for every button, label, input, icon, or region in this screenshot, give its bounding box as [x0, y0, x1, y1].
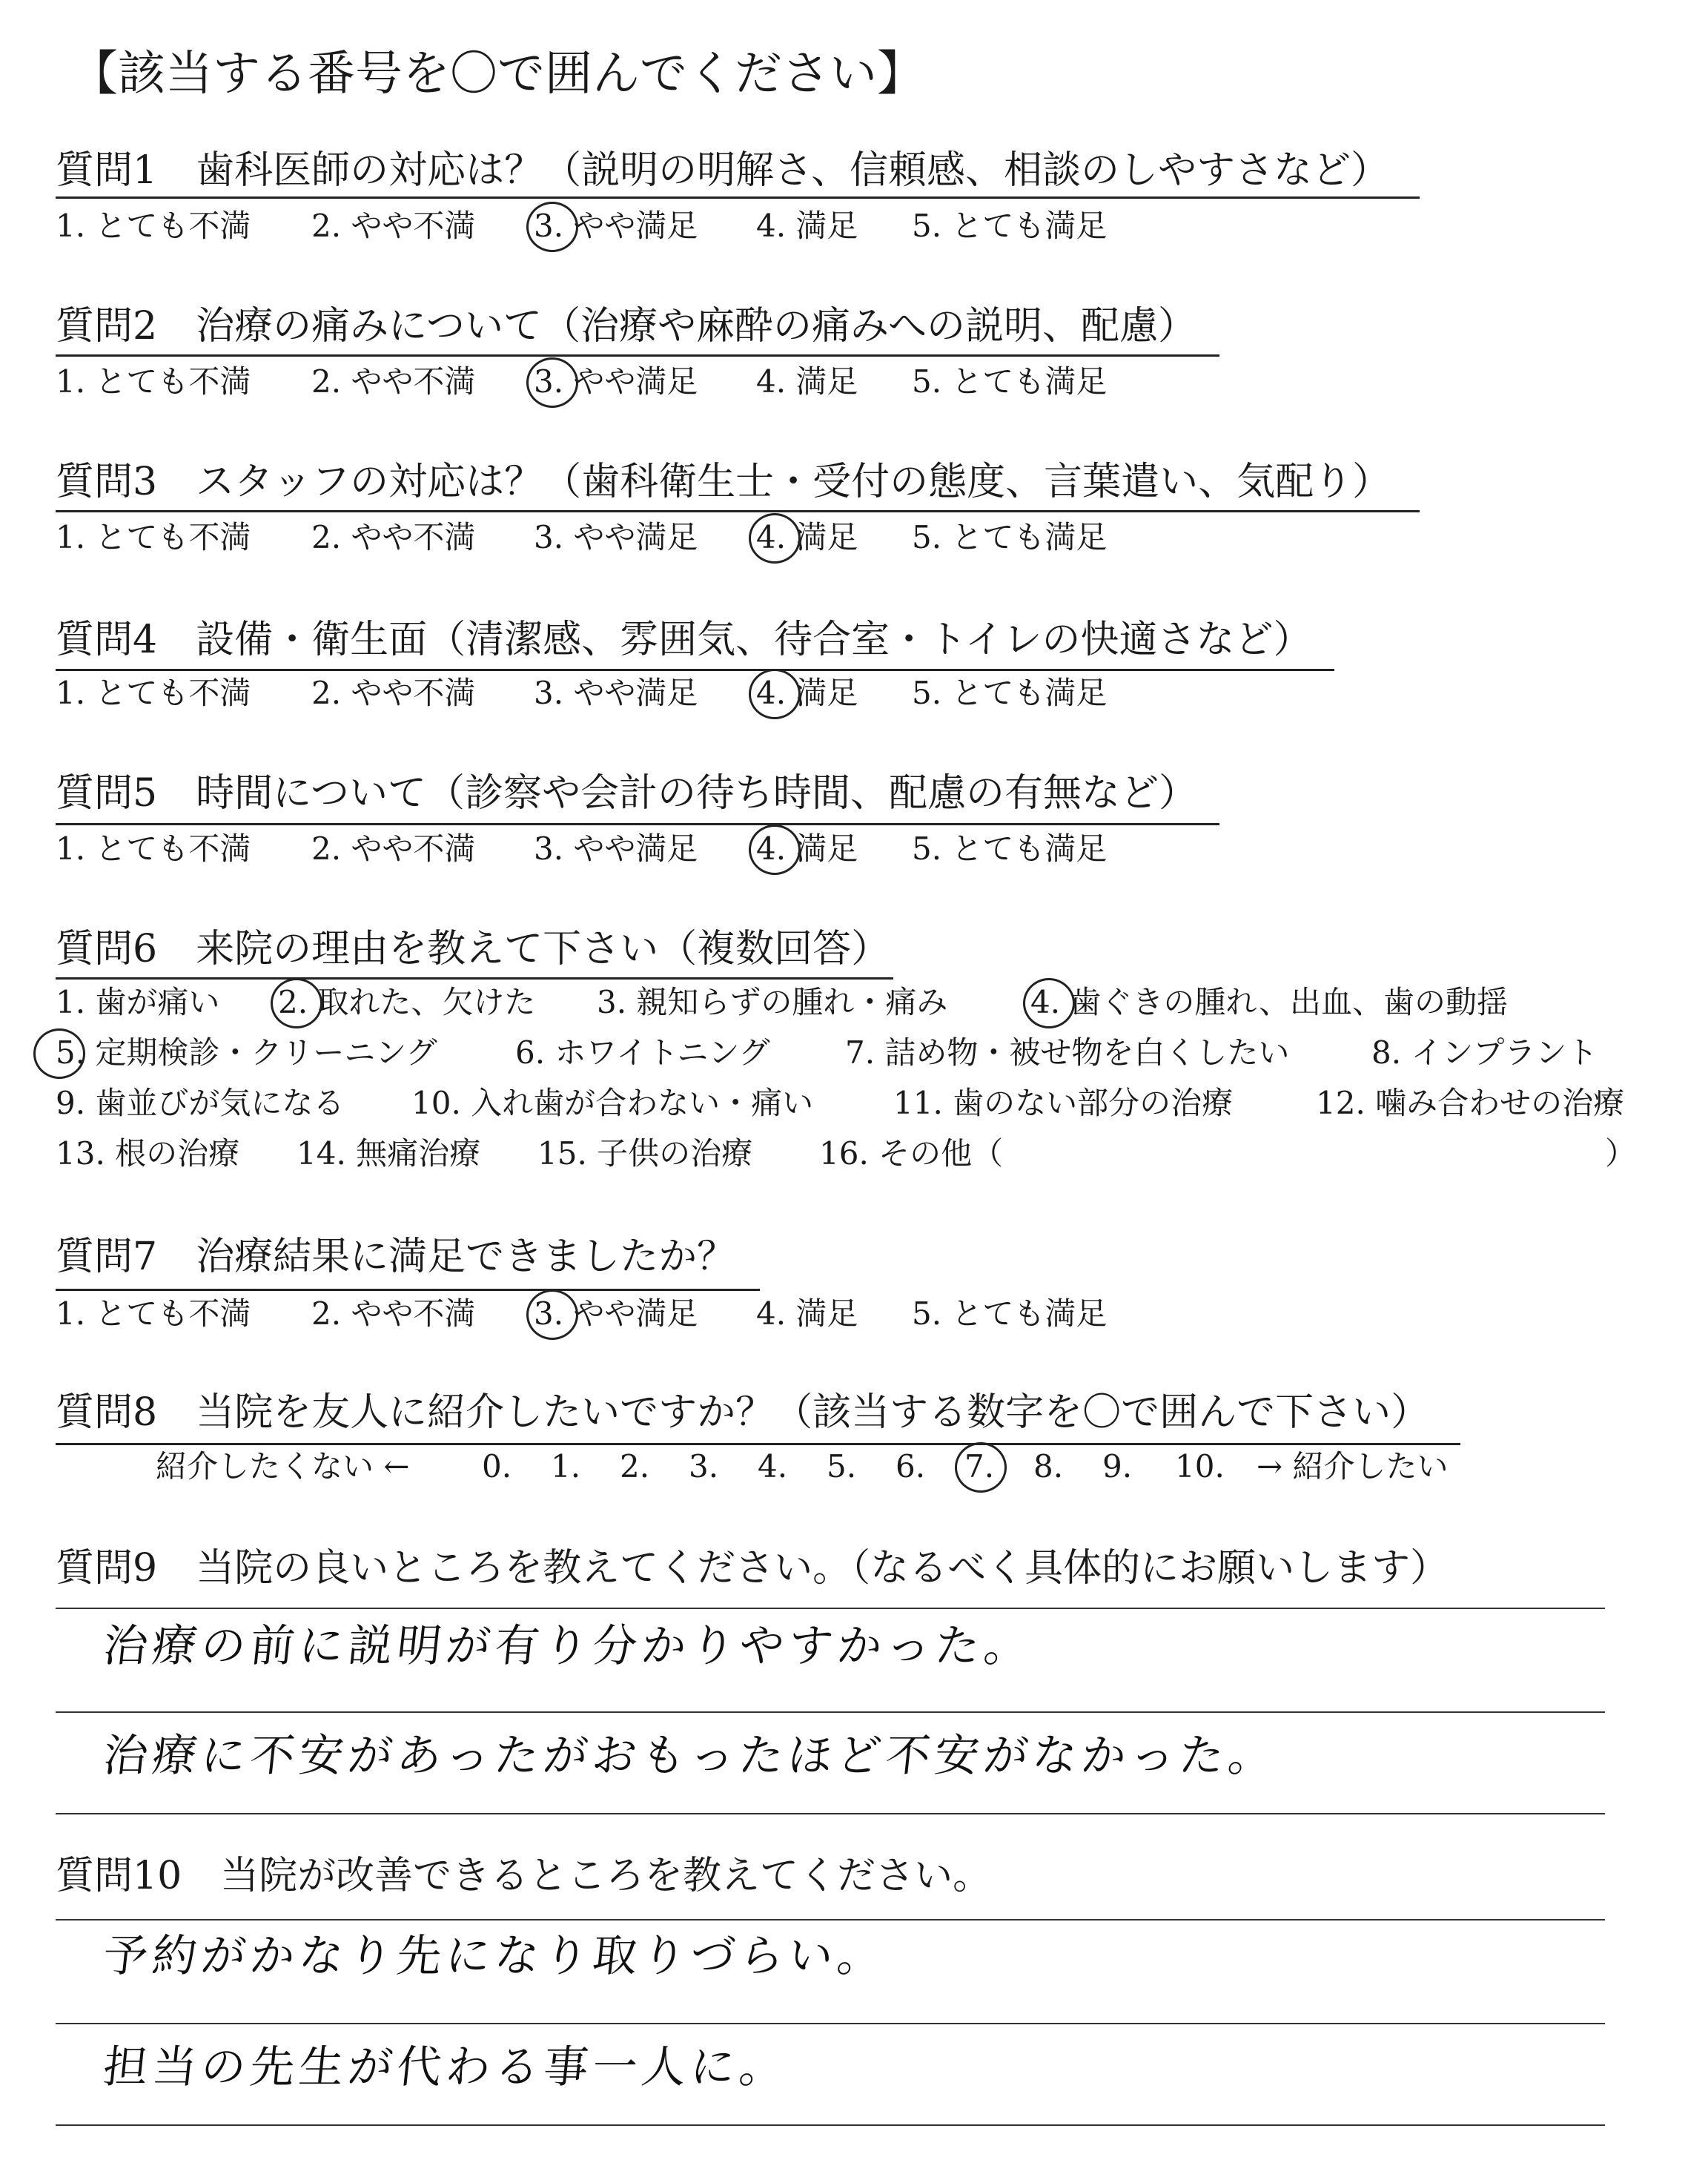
q8-left-label: 紹介したくない ← [156, 1448, 410, 1484]
q4-option-2[interactable]: 2. やや不満 [311, 675, 476, 711]
q6-selected-circle-2 [271, 978, 322, 1028]
question-2-underline [56, 354, 1219, 357]
q7-selected-circle [526, 1289, 578, 1340]
q6-option-12[interactable]: 12. 噛み合わせの治療 [1316, 1085, 1625, 1121]
question-9-heading: 質問9 当院の良いところを教えてください。（なるべく具体的にお願いします） [56, 1546, 1449, 1591]
q1-option-5[interactable]: 5. とても満足 [912, 208, 1108, 244]
q6-option-7[interactable]: 7. 詰め物・被せ物を白くしたい [845, 1034, 1290, 1071]
q6-option-16[interactable]: 16. その他（ [819, 1135, 1004, 1172]
q2-option-4[interactable]: 4. 満足 [756, 363, 858, 400]
question-4-heading: 質問4 設備・衛生面（清潔感、雰囲気、待合室・トイレの快適さなど） [56, 618, 1312, 662]
q4-option-5[interactable]: 5. とても満足 [912, 675, 1108, 711]
question-1-heading: 質問1 歯科医師の対応は？（説明の明解さ、信頼感、相談のしやすさなど） [56, 148, 1390, 193]
q5-selected-circle [749, 825, 801, 875]
q7-option-5[interactable]: 5. とても満足 [912, 1295, 1108, 1332]
q2-option-3[interactable]: 3. やや満足 [534, 363, 698, 400]
question-3-heading: 質問3 スタッフの対応は？（歯科衛生士・受付の態度、言葉遣い、気配り） [56, 460, 1391, 504]
q9-answer-1: 治療の前に説明が有り分かりやすかった。 [100, 1620, 1036, 1672]
q8-scale-4[interactable]: 4. [758, 1448, 788, 1484]
q8-selected-circle [955, 1442, 1007, 1493]
question-7-heading: 質問7 治療結果に満足できましたか？ [56, 1235, 736, 1279]
q8-scale-5[interactable]: 5. [827, 1448, 857, 1484]
question-2-heading: 質問2 治療の痛みについて（治療や麻酔の痛みへの説明、配慮） [56, 304, 1197, 349]
q6-selected-circle-4 [1023, 978, 1075, 1028]
page-title: 【該当する番号を〇で囲んでください】 [70, 47, 924, 102]
q10-rule-3 [56, 2124, 1605, 2126]
q6-option-10[interactable]: 10. 入れ歯が合わない・痛い [411, 1085, 814, 1121]
q1-option-4[interactable]: 4. 満足 [756, 208, 858, 244]
q3-option-4[interactable]: 4. 満足 [756, 519, 858, 555]
q1-option-1[interactable]: 1. とても不満 [56, 208, 251, 244]
q9-answer-2: 治療に不安があったがおもったほど不安がなかった。 [100, 1730, 1280, 1782]
q9-rule-1 [56, 1608, 1605, 1609]
q8-scale-6[interactable]: 6. [896, 1448, 926, 1484]
q3-option-5[interactable]: 5. とても満足 [912, 519, 1108, 555]
q8-scale-1[interactable]: 1. [551, 1448, 581, 1484]
question-3-underline [56, 510, 1420, 512]
q6-selected-circle-5 [33, 1028, 85, 1079]
q7-option-2[interactable]: 2. やや不満 [311, 1295, 476, 1332]
q6-option-9[interactable]: 9. 歯並びが気になる [56, 1085, 345, 1121]
q2-option-5[interactable]: 5. とても満足 [912, 363, 1108, 400]
q10-answer-1: 予約がかなり先になり取りづらい。 [100, 1930, 890, 1982]
q1-option-3[interactable]: 3. やや満足 [534, 208, 698, 244]
q8-scale-9[interactable]: 9. [1102, 1448, 1133, 1484]
q8-scale-8[interactable]: 8. [1033, 1448, 1064, 1484]
question-8-heading: 質問8 当院を友人に紹介したいですか？（該当する数字を〇で囲んで下さい） [56, 1390, 1430, 1435]
q8-scale-0[interactable]: 0. [482, 1448, 512, 1484]
q4-option-3[interactable]: 3. やや満足 [534, 675, 698, 711]
q8-scale-10[interactable]: 10. [1175, 1448, 1225, 1484]
q7-option-4[interactable]: 4. 満足 [756, 1295, 858, 1332]
q8-right-label: → 紹介したい [1257, 1448, 1449, 1484]
q5-option-5[interactable]: 5. とても満足 [912, 830, 1108, 867]
q6-option-6[interactable]: 6. ホワイトニング [515, 1034, 770, 1071]
question-6-underline [56, 977, 893, 980]
q5-option-2[interactable]: 2. やや不満 [311, 830, 476, 867]
q3-option-2[interactable]: 2. やや不満 [311, 519, 476, 555]
q1-option-2[interactable]: 2. やや不満 [311, 208, 476, 244]
q2-option-2[interactable]: 2. やや不満 [311, 363, 476, 400]
q4-option-1[interactable]: 1. とても不満 [56, 675, 251, 711]
q6-option-13[interactable]: 13. 根の治療 [56, 1135, 240, 1172]
question-5-heading: 質問5 時間について（診察や会計の待ち時間、配慮の有無など） [56, 771, 1198, 816]
q6-other-close-paren: ） [1605, 1135, 1637, 1172]
q2-option-1[interactable]: 1. とても不満 [56, 363, 251, 400]
q3-option-1[interactable]: 1. とても不満 [56, 519, 251, 555]
q1-selected-circle [526, 202, 578, 252]
q10-rule-2 [56, 2023, 1605, 2024]
q6-option-5[interactable]: 5. 定期検診・クリーニング [56, 1034, 437, 1071]
q10-answer-2: 担当の先生が代わる事一人に。 [100, 2041, 792, 2093]
q8-scale-2[interactable]: 2. [620, 1448, 650, 1484]
q3-option-3[interactable]: 3. やや満足 [534, 519, 698, 555]
q5-option-3[interactable]: 3. やや満足 [534, 830, 698, 867]
q5-option-4[interactable]: 4. 満足 [756, 830, 858, 867]
q8-scale-3[interactable]: 3. [689, 1448, 719, 1484]
q3-selected-circle [749, 513, 801, 564]
q4-selected-circle [749, 669, 801, 719]
q7-option-1[interactable]: 1. とても不満 [56, 1295, 251, 1332]
q6-option-3[interactable]: 3. 親知らずの腫れ・痛み [597, 984, 948, 1020]
question-7-underline [56, 1289, 760, 1291]
q5-option-1[interactable]: 1. とても不満 [56, 830, 251, 867]
q9-rule-2 [56, 1711, 1605, 1713]
q9-rule-3 [56, 1813, 1605, 1814]
question-10-heading: 質問10 当院が改善できるところを教えてください。 [56, 1854, 992, 1898]
question-1-underline [56, 196, 1420, 199]
question-6-heading: 質問6 来院の理由を教えて下さい（複数回答） [56, 927, 890, 971]
q6-option-2[interactable]: 2. 取れた、欠けた [278, 984, 536, 1020]
question-5-underline [56, 823, 1219, 825]
q6-option-15[interactable]: 15. 子供の治療 [537, 1135, 753, 1172]
q7-option-3[interactable]: 3. やや満足 [534, 1295, 698, 1332]
q6-option-8[interactable]: 8. インプラント [1371, 1034, 1598, 1071]
q6-option-1[interactable]: 1. 歯が痛い [56, 984, 220, 1020]
q8-scale-7[interactable]: 7. [964, 1448, 995, 1484]
q4-option-4[interactable]: 4. 満足 [756, 675, 858, 711]
q2-selected-circle [526, 357, 578, 408]
q6-option-4[interactable]: 4. 歯ぐきの腫れ、出血、歯の動揺 [1030, 984, 1508, 1020]
q6-option-14[interactable]: 14. 無痛治療 [297, 1135, 481, 1172]
q6-option-11[interactable]: 11. 歯のない部分の治療 [893, 1085, 1234, 1121]
